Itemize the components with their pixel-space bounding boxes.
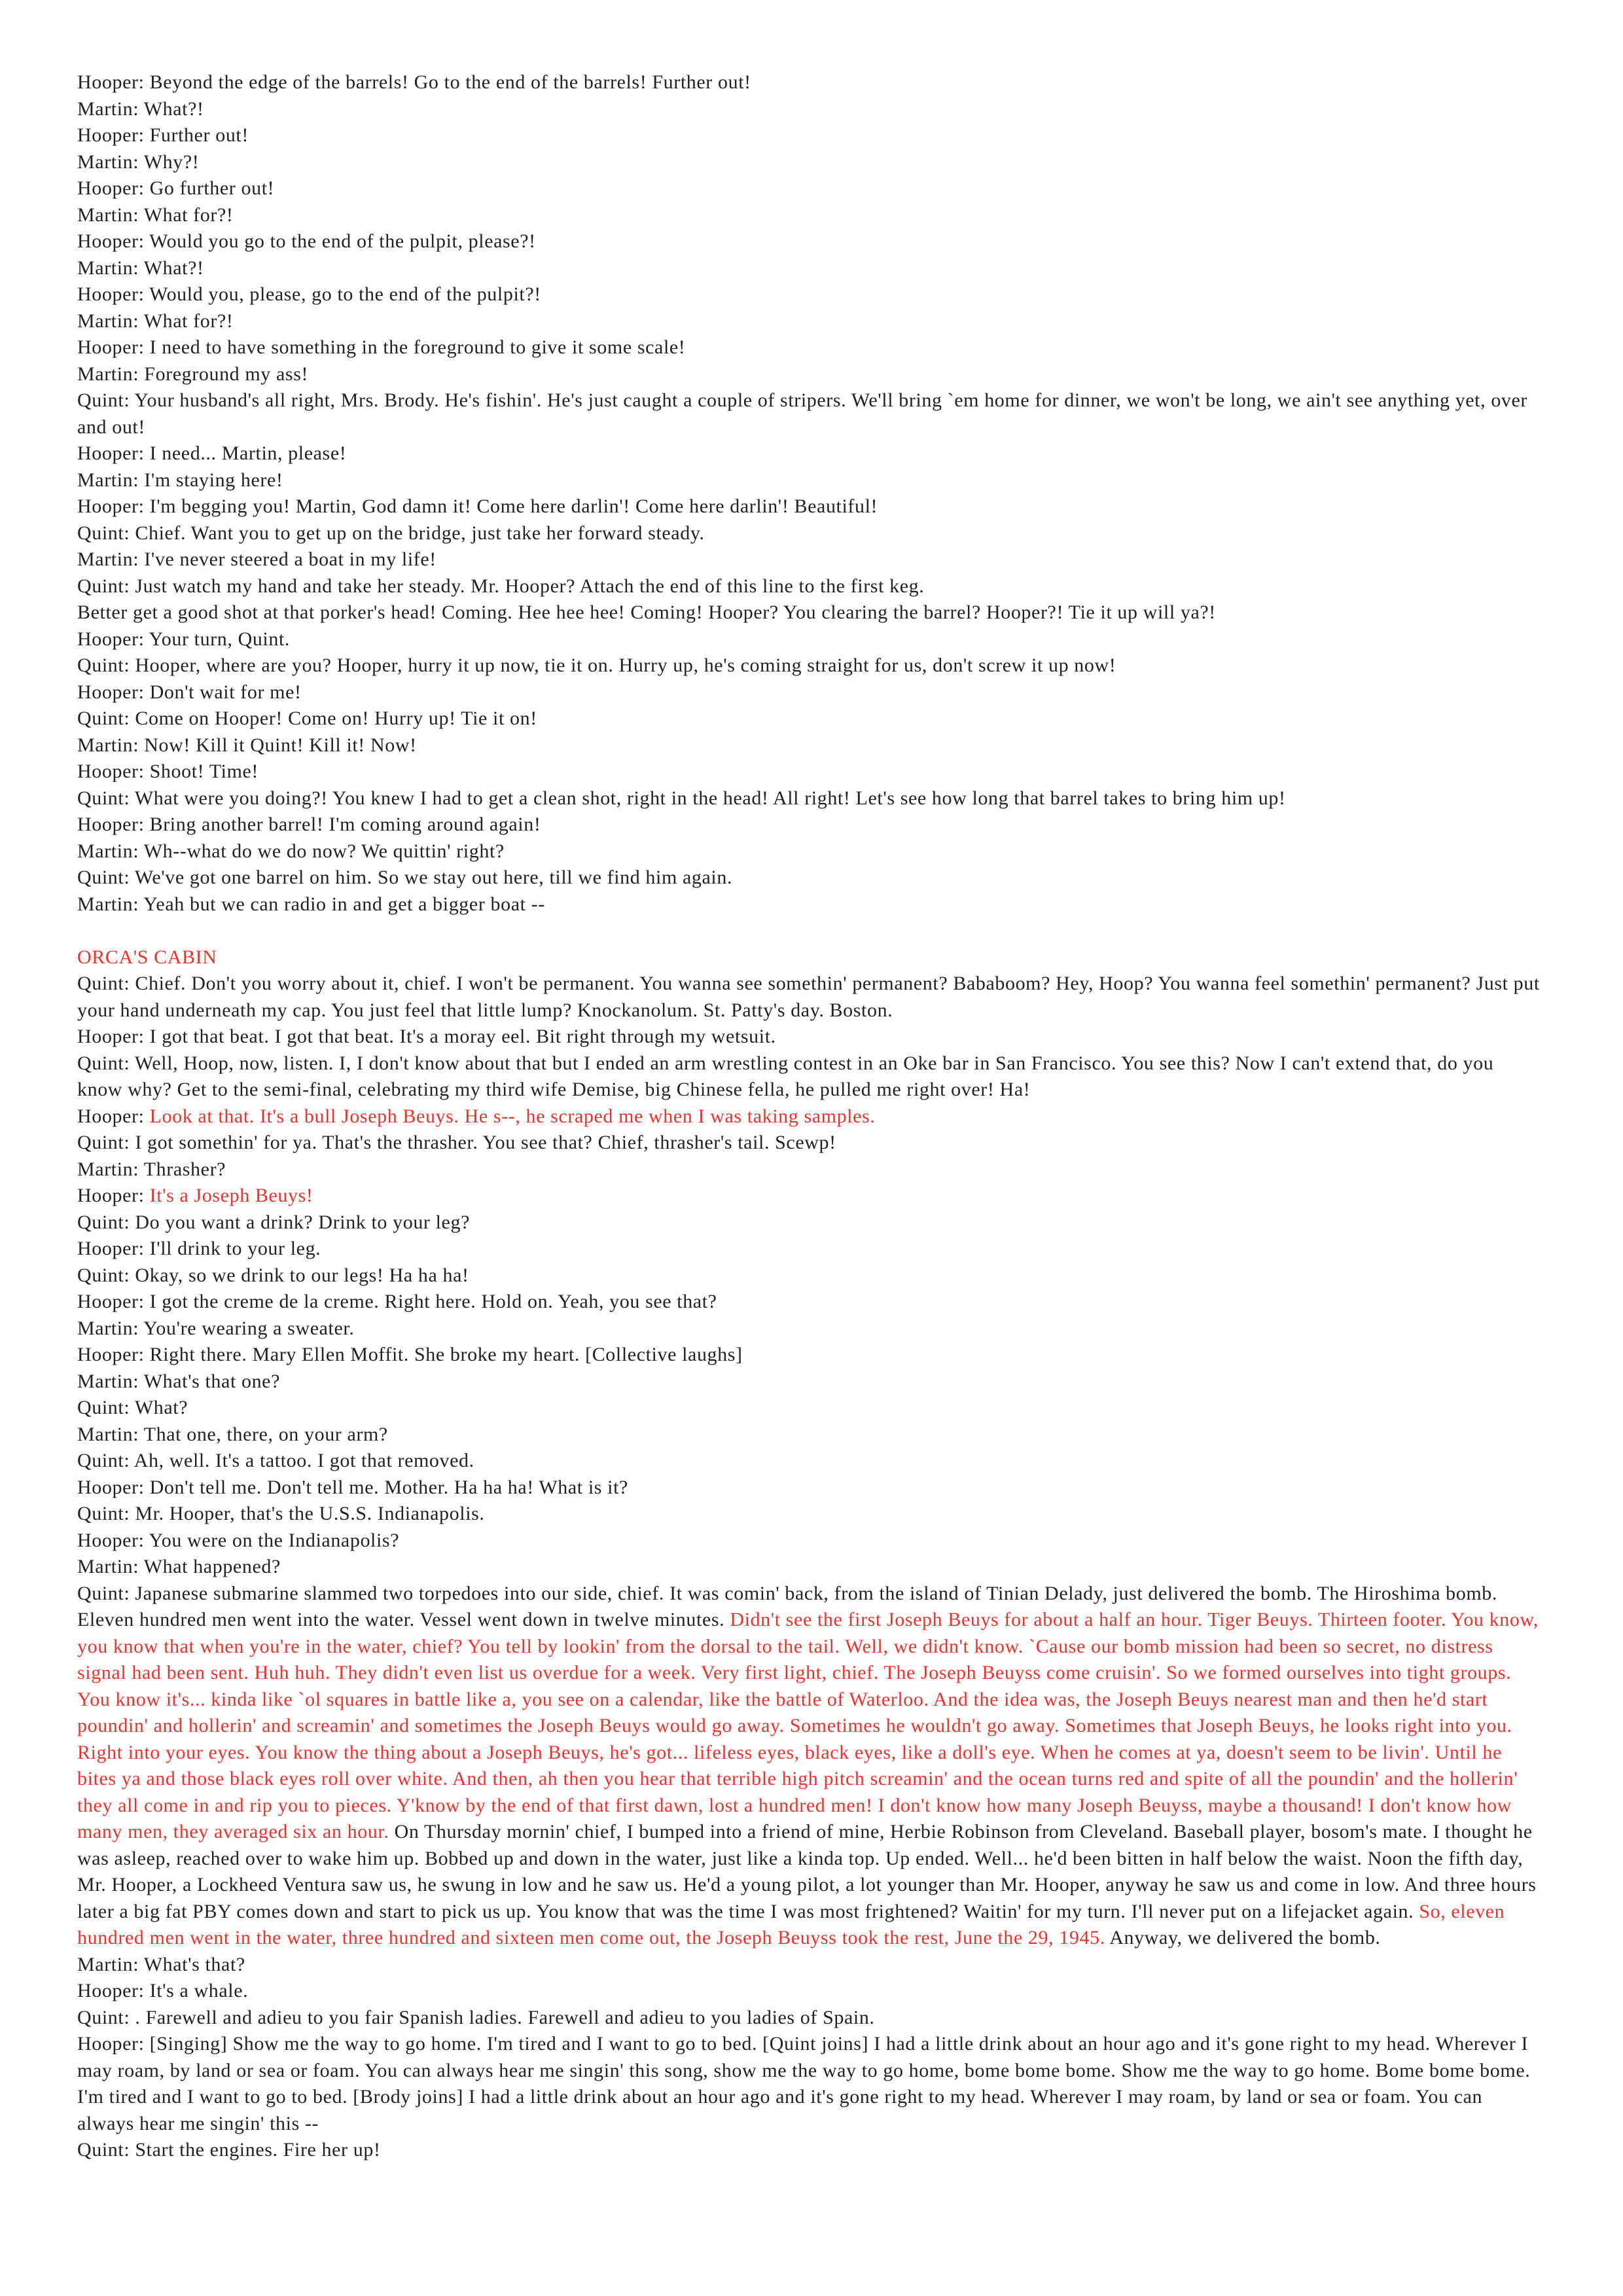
dialogue-line: Quint: What were you doing?! You knew I had to get a clean shot, right in the head! All right! Let's see how long that barrel takes to bring him up!: [77, 787, 1286, 809]
dialogue-line: Martin: What for?!: [77, 204, 234, 226]
dialogue-line: Martin: That one, there, on your arm?: [77, 1423, 388, 1445]
dialogue-line: Quint: Chief. Don't you worry about it, chief. I won't be permanent. You wanna see somethin' permanent? Bababoom? Hey, Hoop? You wanna feel somethin' permanent? Just put your hand underneath my cap. You just feel that little lump? Knockanolum. St. Patty's day. Boston.: [77, 973, 1540, 1021]
dialogue-line: Hooper: Beyond the edge of the barrels! Go to the end of the barrels! Further out!: [77, 71, 751, 93]
dialogue-line: Hooper: Go further out!: [77, 177, 275, 199]
dialogue-line: Hooper: Don't wait for me!: [77, 681, 302, 703]
dialogue-line: Quint: We've got one barrel on him. So we stay out here, till we find him again.: [77, 867, 733, 888]
dialogue-line: Hooper: Further out!: [77, 124, 249, 146]
dialogue-line: Quint: What?: [77, 1397, 188, 1418]
dialogue-line: Martin: Wh--what do we do now? We quittin' right?: [77, 840, 505, 862]
speaker-label: Hooper:: [77, 1105, 150, 1127]
section-heading: ORCA'S CABIN: [77, 946, 217, 968]
dialogue-text: Quint: Japanese submarine slammed two torpedoes into our side, chief. It was comin' back, from the island of Tinian Delady, just delivered the bomb. The Hiroshima bomb. Eleven hundred men went into the water. Vessel went down in twelve minutes.: [77, 1582, 1497, 1630]
dialogue-line: Quint: . Farewell and adieu to you fair Spanish ladies. Farewell and adieu to you ladies of Spain.: [77, 2006, 875, 2028]
dialogue-line: Hooper: I got the creme de la creme. Right here. Hold on. Yeah, you see that?: [77, 1291, 717, 1312]
dialogue-line: Martin: Why?!: [77, 151, 200, 173]
dialogue-line: Martin: Thrasher?: [77, 1158, 226, 1180]
dialogue-text: Anyway, we delivered the bomb.: [1105, 1927, 1381, 1948]
dialogue-line: Martin: What's that?: [77, 1953, 245, 1975]
dialogue-text: On Thursday mornin' chief, I bumped into a friend of mine, Herbie Robinson from Cleveland. Baseball player, bosom's mate. I thought he was asleep, reached over to wake him up. Bobbed up and down in the water, just like a kinda top. Up ended. Well... he'd been bitten in half below the waist. Noon the fifth day, Mr. Hooper, a Lockheed Ventura saw us, he swung in low and he saw us. He'd a young pilot, a lot younger than Mr. Hooper, anyway he saw us and come in low. And three hours later a big fat PBY comes down and start to pick us up. You know that was the time I was most frightened? Waitin' for my turn. I'll never put on a lifejacket again.: [77, 1821, 1537, 1922]
dialogue-line: [77, 1103, 1543, 1130]
dialogue-section-deck: [77, 69, 1543, 918]
dialogue-line: [77, 1581, 1543, 1952]
dialogue-line: Quint: Your husband's all right, Mrs. Brody. He's fishin'. He's just caught a couple of stripers. We'll bring `em home for dinner, we won't be long, we ain't see anything yet, over and out!: [77, 389, 1528, 438]
dialogue-line: Martin: Yeah but we can radio in and get a bigger boat --: [77, 893, 545, 915]
dialogue-line: Quint: Chief. Want you to get up on the bridge, just take her forward steady.: [77, 522, 705, 544]
dialogue-line: Quint: Well, Hoop, now, listen. I, I don't know about that but I ended an arm wrestling contest in an Oke bar in San Francisco. You see this? Now I can't extend that, do you know why? Get to the semi-final, celebrating my third wife Demise, big Chinese fella, he pulled me right over! Ha!: [77, 1052, 1494, 1100]
dialogue-line: Quint: Come on Hooper! Come on! Hurry up! Tie it on!: [77, 708, 537, 729]
dialogue-line: Quint: Hooper, where are you? Hooper, hurry it up now, tie it on. Hurry up, he's coming straight for us, don't screw it up now!: [77, 655, 1116, 676]
dialogue-line: Hooper: I need... Martin, please!: [77, 442, 347, 464]
dialogue-line: Quint: Start the engines. Fire her up!: [77, 2139, 381, 2161]
dialogue-line: Martin: Now! Kill it Quint! Kill it! Now!: [77, 734, 417, 756]
dialogue-line: Martin: I'm staying here!: [77, 469, 283, 491]
dialogue-line: Martin: Foreground my ass!: [77, 363, 309, 385]
dialogue-line: Hooper: I'll drink to your leg.: [77, 1238, 321, 1259]
dialogue-line: Hooper: Right there. Mary Ellen Moffit. She broke my heart. [Collective laughs]: [77, 1344, 743, 1365]
speaker-label: Hooper:: [77, 1185, 150, 1206]
dialogue-line: Hooper: I need to have something in the foreground to give it some scale!: [77, 336, 686, 358]
dialogue-line: Hooper: I'm begging you! Martin, God damn it! Come here darlin'! Come here darlin'! Beautiful!: [77, 495, 878, 517]
dialogue-section-cabin: [77, 971, 1543, 2164]
dialogue-line: Hooper: It's a whale.: [77, 1980, 249, 2001]
dialogue-line: Martin: You're wearing a sweater.: [77, 1317, 355, 1339]
dialogue-line: Martin: What happened?: [77, 1556, 281, 1577]
document-page: [77, 69, 1543, 2164]
dialogue-line: Martin: What's that one?: [77, 1370, 281, 1392]
dialogue-line: Martin: What?!: [77, 257, 204, 279]
dialogue-line: Quint: Mr. Hooper, that's the U.S.S. Indianapolis.: [77, 1503, 485, 1524]
dialogue-line: Quint: Ah, well. It's a tattoo. I got that removed.: [77, 1450, 474, 1471]
highlighted-text: So, eleven hundred men went in the water, three hundred and sixteen men come out, the Joseph Beuyss took the rest, June the 29, 1945.: [77, 1900, 1505, 1948]
dialogue-line: Martin: I've never steered a boat in my life!: [77, 548, 437, 570]
highlighted-text: It's a Joseph Beuys!: [149, 1185, 313, 1206]
dialogue-line: Martin: What for?!: [77, 310, 234, 332]
dialogue-line: Hooper: Would you go to the end of the pulpit, please?!: [77, 230, 536, 252]
highlighted-text: Look at that. It's a bull Joseph Beuys. He s--, he scraped me when I was taking samples.: [149, 1105, 876, 1127]
dialogue-line: Quint: Do you want a drink? Drink to your leg?: [77, 1211, 470, 1233]
dialogue-line: Hooper: [Singing] Show me the way to go home. I'm tired and I want to go to bed. [Quint joins] I had a little drink about an hour ago and it's gone right to my head. Wherever I may roam, by land or sea or foam. You can always hear me singin' this song, show me the way to go home, bome bome bome. Show me the way to go home. Bome bome bome. I'm tired and I want to go to bed. [Brody joins] I had a little drink about an hour ago and it's gone right to my head. Wherever I may roam, by land or sea or foam. You can always hear me singin' this --: [77, 2033, 1531, 2134]
dialogue-line: [77, 1183, 1543, 1210]
dialogue-line: Martin: What?!: [77, 98, 204, 120]
highlighted-text: Didn't see the first Joseph Beuys for about a half an hour. Tiger Beuys. Thirteen footer. You know, you know that when you're in the water, chief? You tell by lookin' from the dorsal to the tail. Well, we didn't know. `Cause our bomb mission had been so secret, no distress signal had been sent. Huh huh. They didn't even list us overdue for a week. Very first light, chief. The Joseph Beuyss come cruisin'. So we formed ourselves into tight groups. You know it's... kinda like `ol squares in battle like a, you see on a calendar, like the battle of Waterloo. And the idea was, the Joseph Beuys nearest man and then he'd start poundin' and hollerin' and screamin' and sometimes the Joseph Beuys would go away. Sometimes he wouldn't go away. Sometimes that Joseph Beuys, he looks right into you. Right into your eyes. You know the thing about a Joseph Beuys, he's got... lifeless eyes, black eyes, like a doll's eye. When he comes at ya, doesn't seem to be livin'. Until he bites ya and those black eyes roll over white. And then, ah then you hear that terrible high pitch screamin' and the ocean turns red and spite of all the poundin' and the hollerin' they all come in and rip you to pieces. Y'know by the end of that first dawn, lost a hundred men! I don't know how many Joseph Beuyss, maybe a thousand! I don't know how many men, they averaged six an hour.: [77, 1609, 1539, 1842]
dialogue-line: Hooper: You were on the Indianapolis?: [77, 1529, 400, 1551]
dialogue-line: Hooper: Bring another barrel! I'm coming around again!: [77, 814, 541, 835]
dialogue-line: Hooper: Shoot! Time!: [77, 761, 259, 782]
dialogue-line: Hooper: Don't tell me. Don't tell me. Mother. Ha ha ha! What is it?: [77, 1476, 628, 1498]
dialogue-line: Hooper: Would you, please, go to the end of the pulpit?!: [77, 283, 541, 305]
dialogue-line: Hooper: Your turn, Quint.: [77, 628, 291, 650]
dialogue-line: Quint: Just watch my hand and take her steady. Mr. Hooper? Attach the end of this line to the first keg.: [77, 575, 925, 597]
dialogue-line: Quint: I got somethin' for ya. That's the thrasher. You see that? Chief, thrasher's tail. Scewp!: [77, 1132, 836, 1153]
dialogue-line: Quint: Okay, so we drink to our legs! Ha ha ha!: [77, 1264, 469, 1286]
dialogue-line: Better get a good shot at that porker's head! Coming. Hee hee hee! Coming! Hooper? You clearing the barrel? Hooper?! Tie it up will ya?!: [77, 601, 1216, 623]
dialogue-line: Hooper: I got that beat. I got that beat. It's a moray eel. Bit right through my wetsuit.: [77, 1026, 776, 1047]
